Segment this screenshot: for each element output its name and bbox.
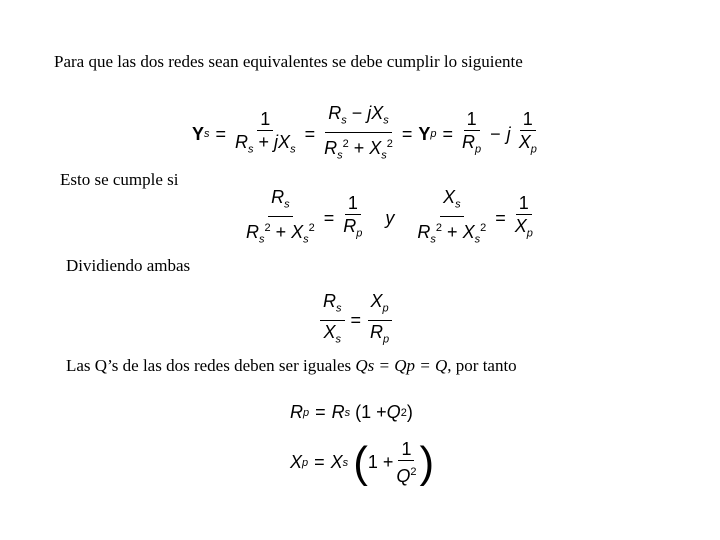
q-statement <box>66 356 517 376</box>
q-statement-suffix: , por tanto <box>447 356 517 375</box>
q-statement-prefix: Las Q’s de las dos redes deben ser iguales <box>66 356 356 375</box>
equation-ratio: $\frac{R_s}{X_s}$ = $\frac{X_p}{R_p}$ <box>320 290 392 350</box>
q-statement-expression: Qs = Qp = Q <box>355 356 448 375</box>
intro-text: Para que las dos redes sean equivalentes se debe cumplir lo siguiente <box>54 52 523 71</box>
equation-conditions: $\frac{R_s}{R_s^2 + X_s^2}$ = $\frac{1}{R_p}$ y $\frac{X_s}{R_s^2 + X_s^2}$ = $\frac{1}{X_p}$ <box>246 187 533 246</box>
equation-rp: R p = R s (1 + Q 2 ) <box>290 402 413 422</box>
cumple-text: Esto se cumple si <box>60 170 179 189</box>
equation-xp: X p = X s ( 1 + $\frac{1}{Q^2}$ ) <box>290 437 435 487</box>
dividiendo-text: Dividiendo ambas <box>66 256 191 275</box>
equation-admittance: Y s = $\frac{1}{R_s + jX_s}$ = $\frac{R_s - jX_s}{R_s^2 + X_s^2}$ = Y p = $\frac{1}{R_p}$ − j $\frac{1}{X_p}$ <box>192 103 537 162</box>
